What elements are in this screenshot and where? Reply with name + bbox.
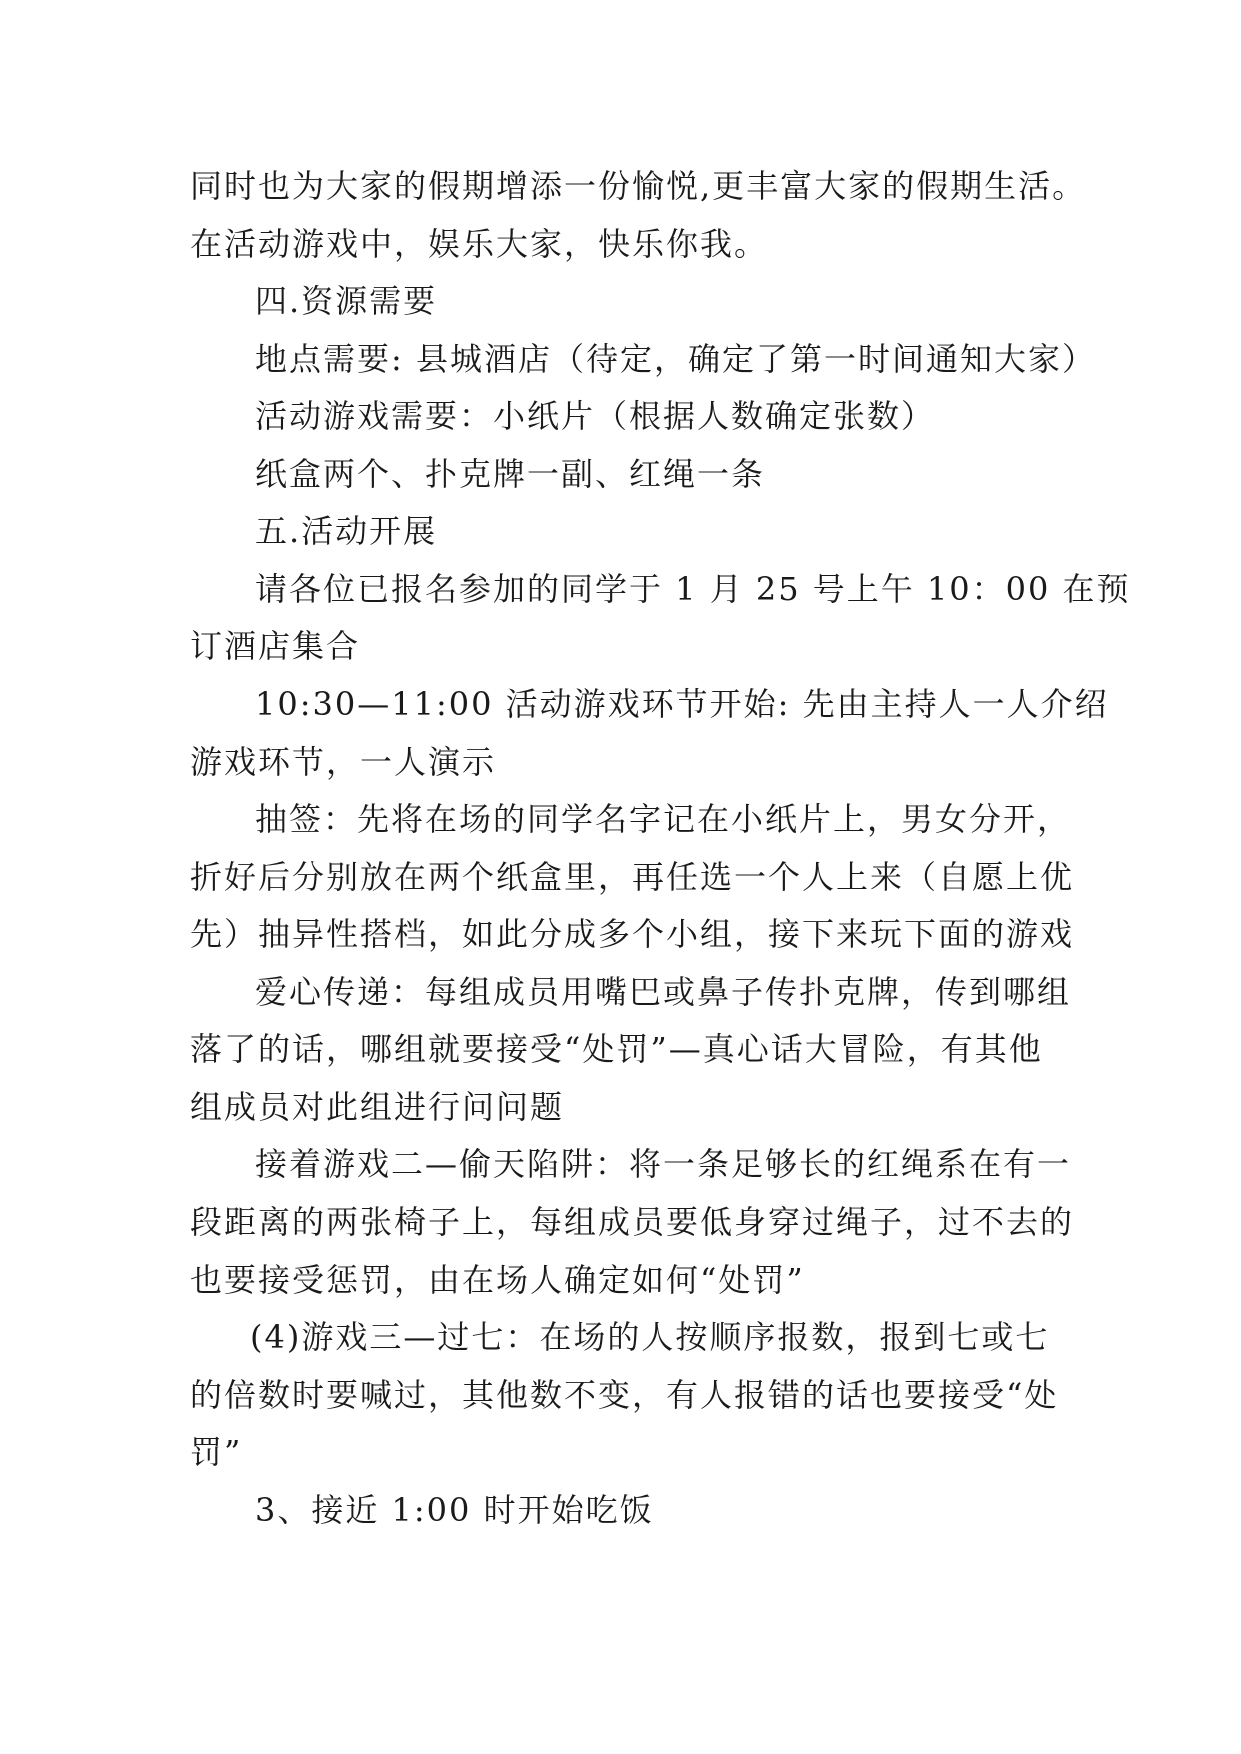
paragraph-line: 也要接受惩罚，由在场人确定如何“处罚” bbox=[190, 1261, 805, 1299]
paragraph-line: (4)游戏三—过七：在场的人按顺序报数，报到七或七 bbox=[250, 1318, 1050, 1356]
paragraph-line: 的倍数时要喊过，其他数不变，有人报错的话也要接受“处 bbox=[190, 1376, 1059, 1414]
paragraph-line: 游戏环节，一人演示 bbox=[190, 743, 497, 781]
paragraph-line: 抽签：先将在场的同学名字记在小纸片上，男女分开， bbox=[255, 800, 1072, 838]
paragraph-line: 罚” bbox=[190, 1433, 243, 1471]
paragraph-line: 先）抽异性搭档，如此分成多个小组，接下来玩下面的游戏 bbox=[190, 915, 1075, 953]
paragraph-line: 接着游戏二—偷天陷阱：将一条足够长的红绳系在有一 bbox=[255, 1145, 1072, 1183]
paragraph-line: 落了的话，哪组就要接受“处罚”—真心话大冒险，有其他 bbox=[190, 1030, 1043, 1068]
section-heading: 四.资源需要 bbox=[255, 282, 438, 320]
paragraph-line: 同时也为大家的假期增添一份愉悦,更丰富大家的假期生活。 bbox=[190, 167, 1087, 205]
paragraph-line: 在活动游戏中，娱乐大家，快乐你我。 bbox=[190, 225, 769, 263]
paragraph-line: 订酒店集合 bbox=[190, 627, 361, 665]
paragraph-line: 10:30—11:00 活动游戏环节开始: 先由主持人一人介绍 bbox=[255, 685, 1109, 723]
paragraph-line: 活动游戏需要：小纸片（根据人数确定张数） bbox=[255, 397, 936, 435]
paragraph-line: 3、接近 1:00 时开始吃饭 bbox=[255, 1491, 654, 1529]
paragraph-line: 纸盒两个、扑克牌一副、红绳一条 bbox=[255, 455, 766, 493]
section-heading: 五.活动开展 bbox=[255, 512, 438, 550]
paragraph-line: 段距离的两张椅子上，每组成员要低身穿过绳子，过不去的 bbox=[190, 1203, 1075, 1241]
paragraph-line: 请各位已报名参加的同学于 1 月 25 号上午 10：00 在预 bbox=[255, 570, 1131, 608]
paragraph-line: 组成员对此组进行问问题 bbox=[190, 1088, 565, 1126]
paragraph-line: 爱心传递：每组成员用嘴巴或鼻子传扑克牌，传到哪组 bbox=[255, 973, 1072, 1011]
paragraph-line: 地点需要: 县城酒店（待定，确定了第一时间通知大家） bbox=[255, 340, 1096, 378]
paragraph-line: 折好后分别放在两个纸盒里，再任选一个人上来（自愿上优 bbox=[190, 858, 1075, 896]
